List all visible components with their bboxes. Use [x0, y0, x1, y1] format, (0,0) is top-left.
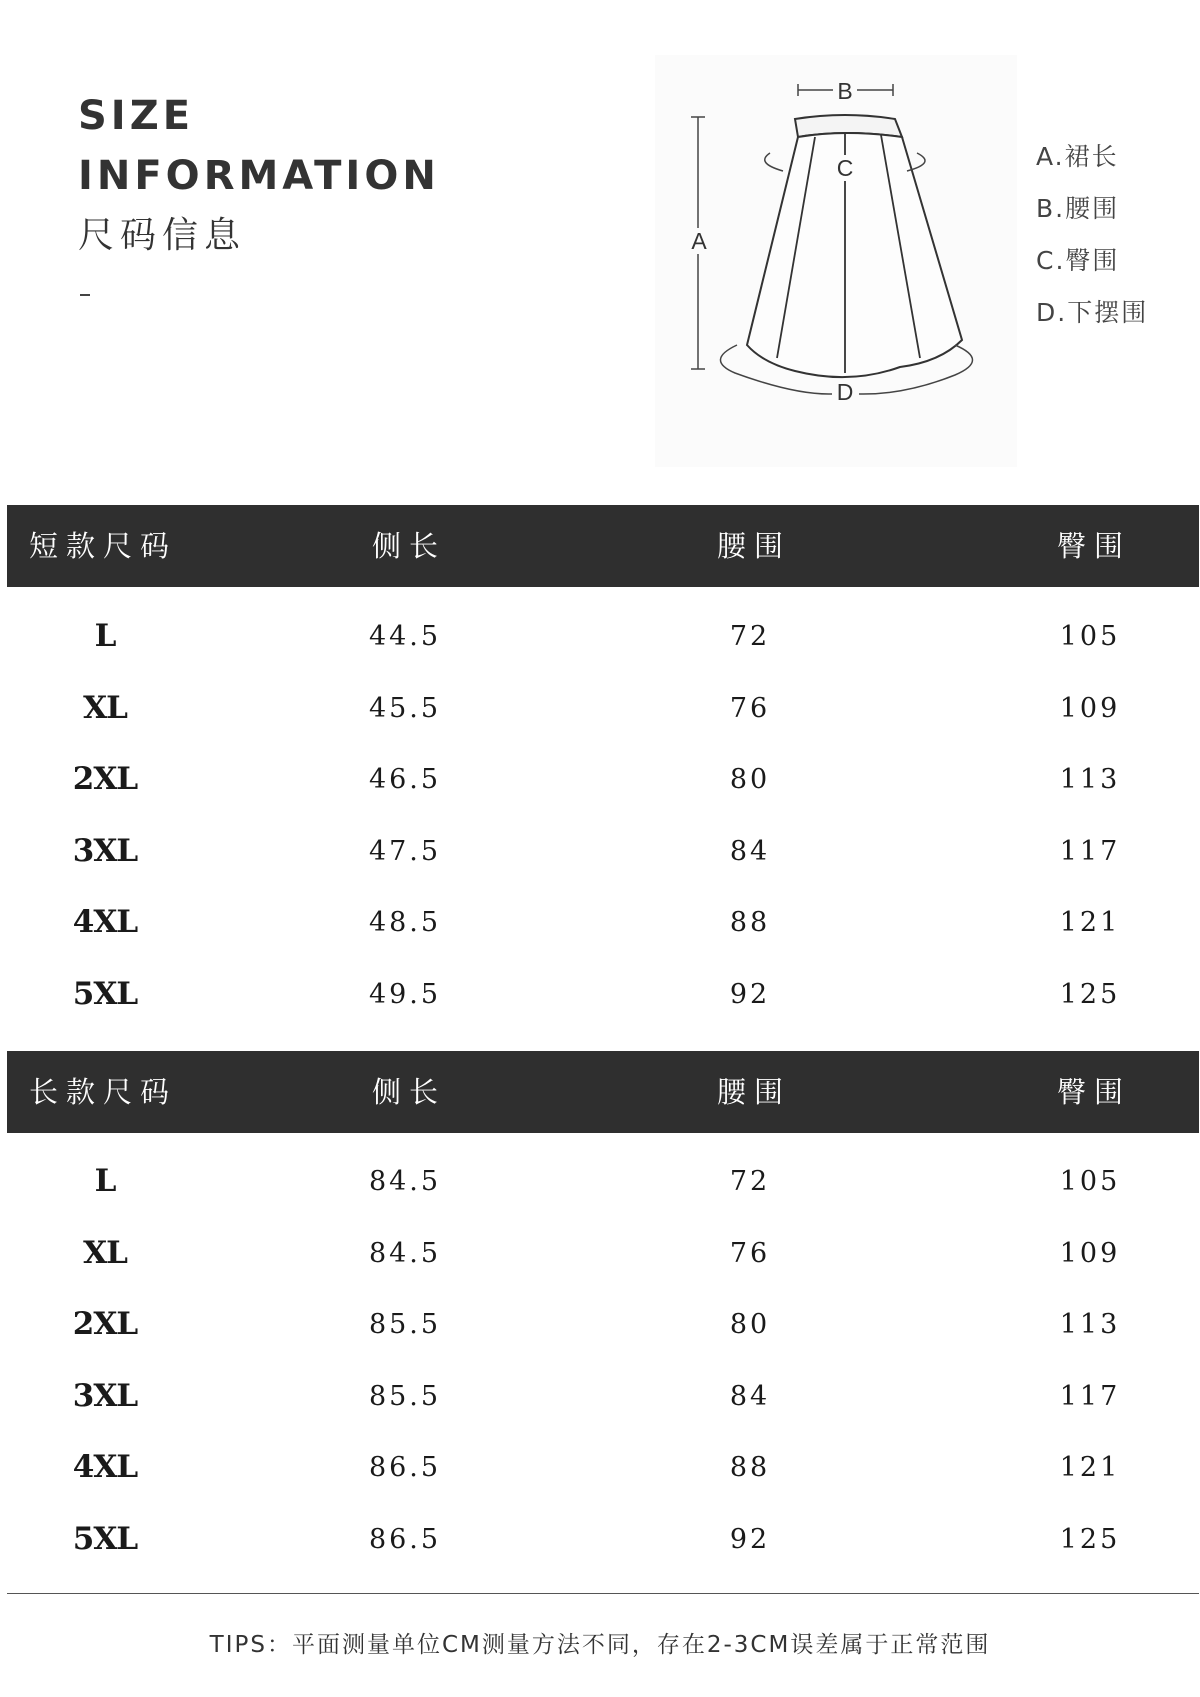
table-row — [0, 601, 1200, 673]
cell-hip: 113 — [1059, 764, 1121, 795]
cell-waist: 92 — [729, 1523, 771, 1555]
cell-length: 84.5 — [368, 1237, 442, 1269]
cell-waist: 88 — [729, 907, 771, 938]
table-row — [0, 1504, 1200, 1576]
cell-hip: 113 — [1059, 1309, 1121, 1340]
short-table-body — [0, 601, 1200, 1030]
table-row — [0, 816, 1200, 888]
cell-length: 44.5 — [368, 621, 442, 652]
table-row — [0, 1289, 1200, 1361]
cell-hip: 105 — [1059, 1166, 1121, 1197]
label-b: B — [837, 78, 853, 104]
header-waist: 腰围 — [717, 1075, 792, 1109]
cell-waist: 88 — [729, 1452, 771, 1483]
cell-hip: 109 — [1059, 692, 1121, 724]
cell-size: 5XL — [72, 1520, 138, 1557]
cell-waist: 80 — [729, 1309, 771, 1340]
table-row — [0, 744, 1200, 816]
header-hip: 臀围 — [1057, 1075, 1132, 1109]
cell-size: 2XL — [72, 1306, 138, 1342]
legend-item-c: C.臀围 — [1036, 246, 1120, 275]
header-hip: 臀围 — [1057, 529, 1132, 563]
short-table-header — [7, 505, 1199, 587]
title-information: INFORMATION — [78, 153, 440, 199]
header-length: 侧长 — [372, 1075, 447, 1109]
table-row — [0, 1218, 1200, 1290]
label-a: A — [691, 228, 707, 254]
cell-length: 85.5 — [368, 1309, 442, 1340]
cell-hip: 125 — [1059, 978, 1121, 1010]
skirt-diagram — [655, 55, 1017, 467]
cell-length: 85.5 — [368, 1380, 442, 1412]
label-d: D — [836, 379, 854, 405]
cell-hip: 105 — [1059, 621, 1121, 652]
cell-size: L — [94, 618, 116, 654]
cell-waist: 72 — [729, 1166, 771, 1197]
table-row — [0, 1432, 1200, 1504]
cell-length: 45.5 — [368, 692, 442, 724]
cell-size: 5XL — [72, 975, 138, 1012]
cell-size: XL — [83, 1234, 127, 1271]
cell-size: XL — [83, 689, 127, 726]
long-table-body — [0, 1146, 1200, 1575]
cell-length: 86.5 — [368, 1452, 442, 1483]
cell-waist: 72 — [729, 621, 771, 652]
cell-size: 2XL — [72, 761, 138, 797]
legend-item-d: D.下摆围 — [1036, 298, 1149, 327]
cell-waist: 84 — [729, 835, 771, 867]
cell-length: 86.5 — [368, 1523, 442, 1555]
table-row — [0, 887, 1200, 959]
title-size: SIZE — [78, 93, 195, 139]
table-row — [0, 673, 1200, 745]
cell-hip: 121 — [1059, 907, 1121, 938]
cell-waist: 84 — [729, 1380, 771, 1412]
tips-note: TIPS：平面测量单位CM测量方法不同，存在2-3CM误差属于正常范围 — [209, 1632, 991, 1658]
legend-item-a: A.裙长 — [1036, 142, 1119, 171]
cell-waist: 80 — [729, 764, 771, 795]
table-row — [0, 959, 1200, 1031]
cell-size: 3XL — [72, 832, 138, 869]
skirt-illustration — [655, 55, 1017, 467]
cell-hip: 125 — [1059, 1523, 1121, 1555]
label-c: C — [836, 155, 854, 181]
table-row — [0, 1146, 1200, 1218]
footer-divider — [7, 1593, 1199, 1594]
cell-length: 84.5 — [368, 1166, 442, 1197]
cell-waist: 76 — [729, 692, 771, 724]
title-chinese: 尺码信息 — [78, 215, 247, 256]
cell-hip: 109 — [1059, 1237, 1121, 1269]
legend-item-b: B.腰围 — [1036, 194, 1120, 223]
cell-length: 47.5 — [368, 835, 442, 867]
cell-hip: 121 — [1059, 1452, 1121, 1483]
cell-length: 49.5 — [368, 978, 442, 1010]
cell-size: L — [94, 1163, 116, 1199]
long-table-header — [7, 1051, 1199, 1133]
cell-waist: 92 — [729, 978, 771, 1010]
cell-length: 46.5 — [368, 764, 442, 795]
header-length: 侧长 — [372, 529, 447, 563]
cell-hip: 117 — [1059, 835, 1121, 867]
measurement-legend — [1036, 140, 1148, 348]
cell-hip: 117 — [1059, 1380, 1121, 1412]
cell-size: 3XL — [72, 1377, 138, 1414]
cell-size: 4XL — [72, 904, 138, 940]
table-row — [0, 1361, 1200, 1433]
header-size: 短款尺码 — [29, 529, 178, 563]
header-waist: 腰围 — [717, 529, 792, 563]
cell-waist: 76 — [729, 1237, 771, 1269]
header-size: 长款尺码 — [29, 1075, 178, 1109]
cell-size: 4XL — [72, 1449, 138, 1485]
cell-length: 48.5 — [368, 907, 442, 938]
title-dash — [80, 294, 90, 296]
